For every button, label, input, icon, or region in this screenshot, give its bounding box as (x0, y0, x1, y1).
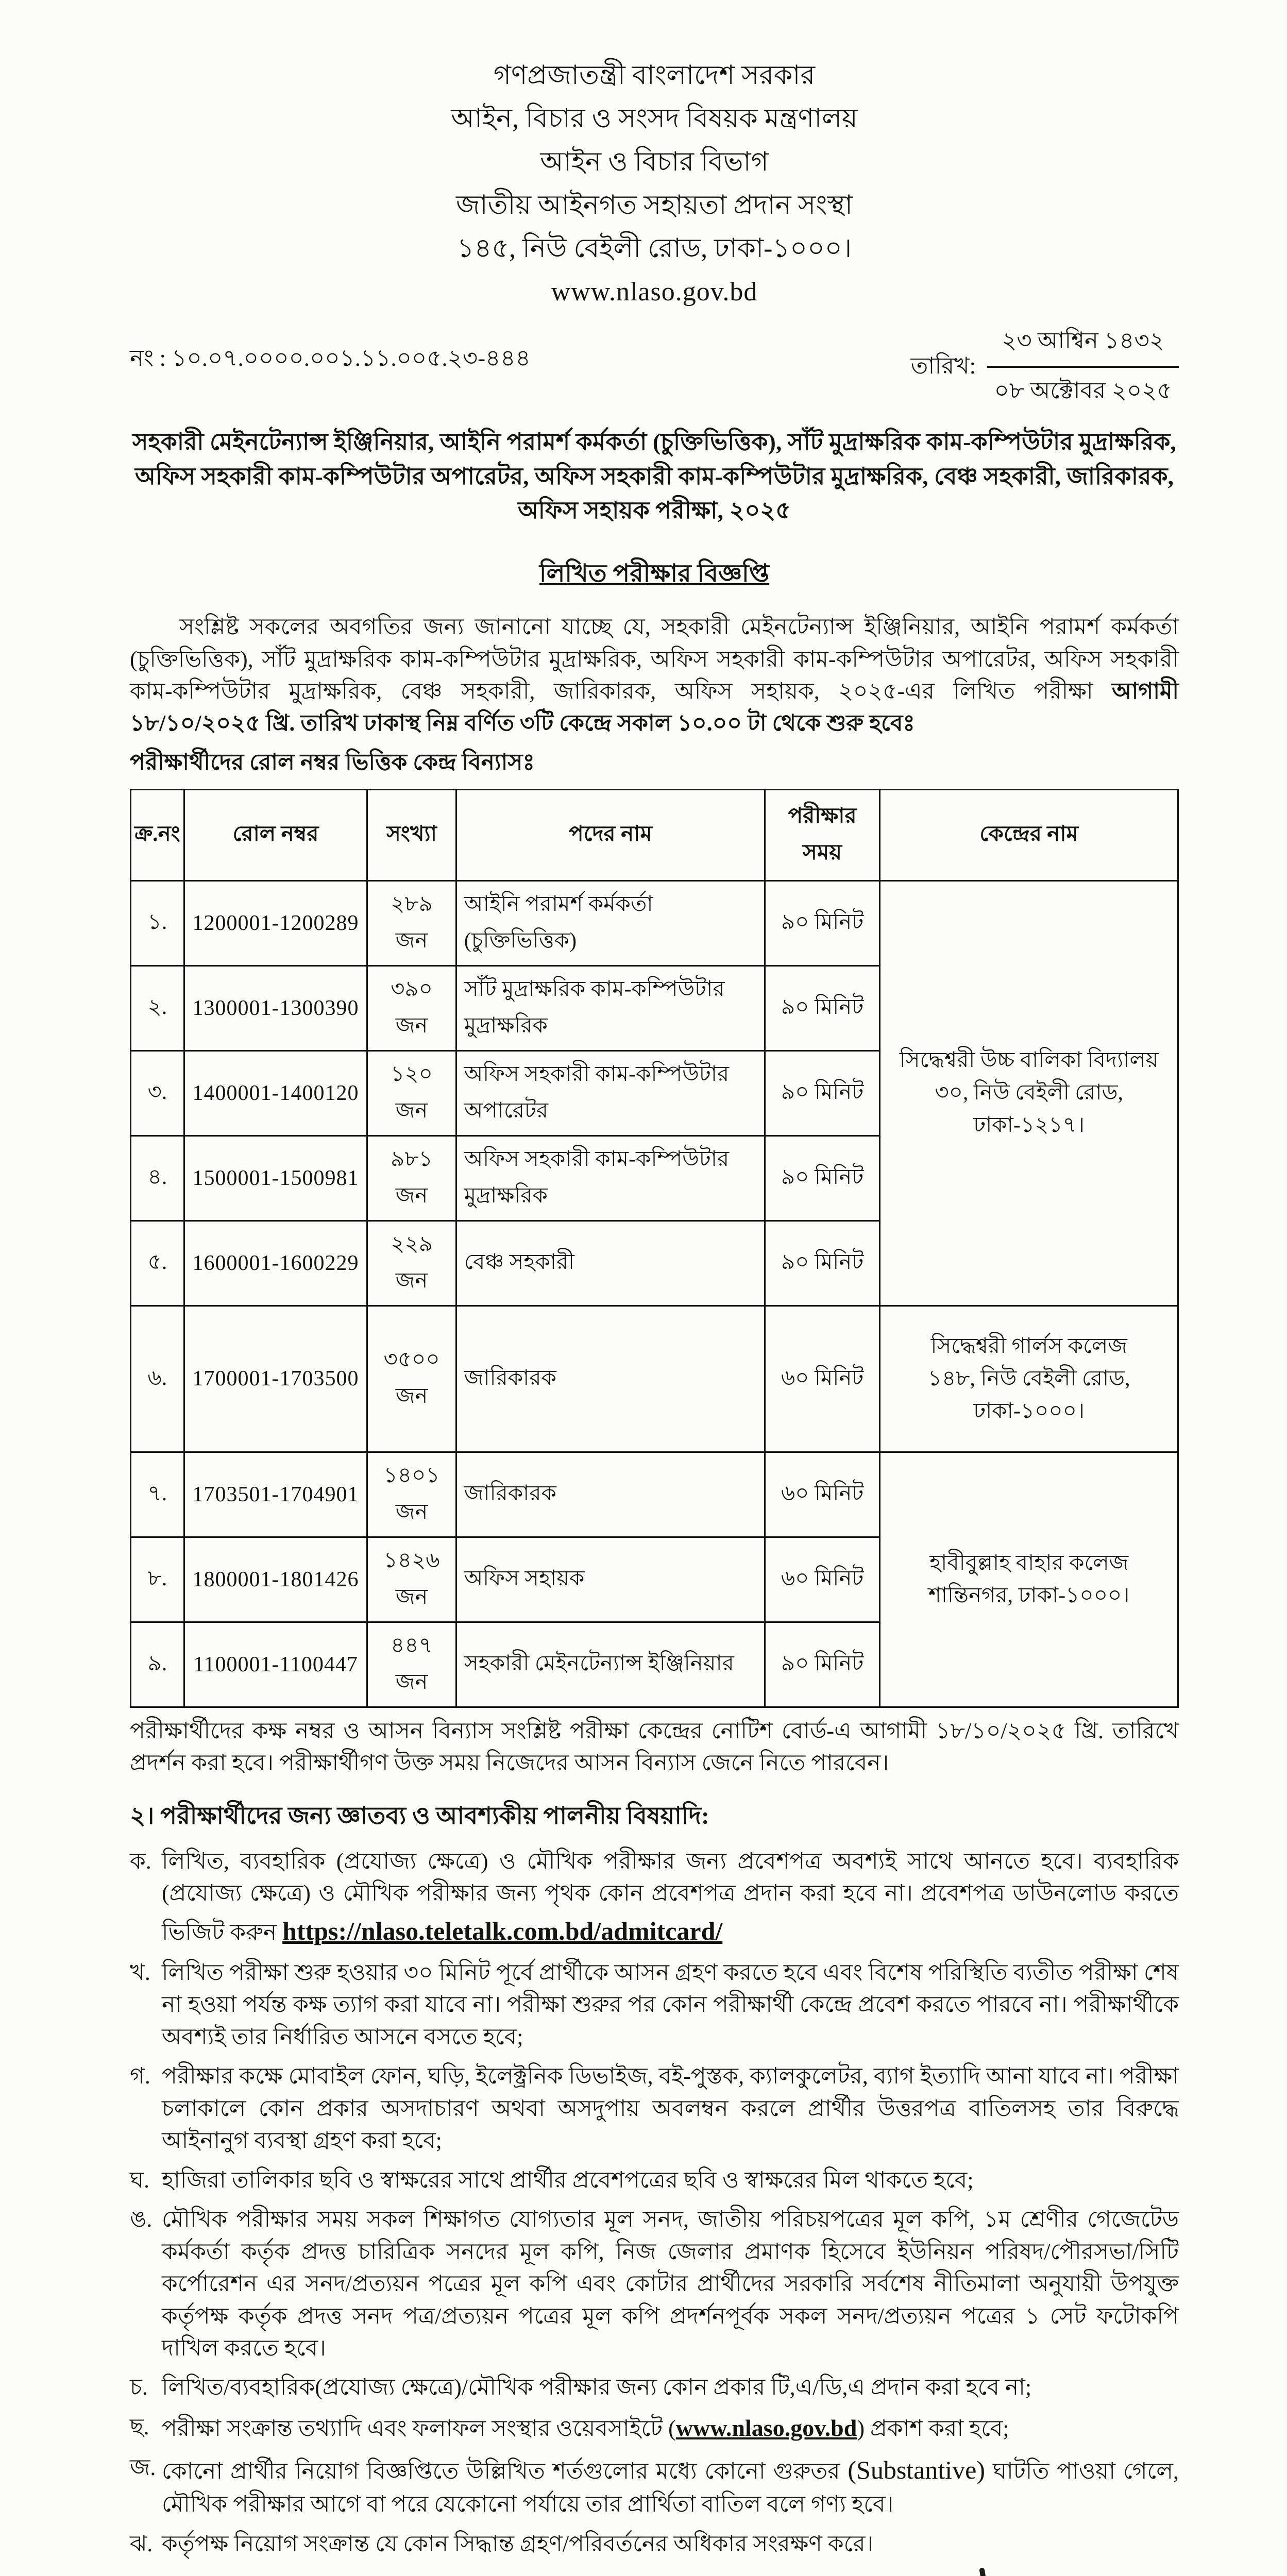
page-title: সহকারী মেইনটেন্যান্স ইঞ্জিনিয়ার, আইনি পরামর্শ কর্মকর্তা (চুক্তিভিত্তিক), সাঁট মুদ্রাক্ষরিক কাম-কম্পিউটার মুদ্রাক্ষরিক, অফিস সহকারী কাম-কম্পিউটার অপারেটর, অফিস সহকারী কাম-কম্পিউটার মুদ্রাক্ষরিক, বেঞ্চ সহকারী, জারিকারক, অফিস সহায়ক পরীক্ষা, ২০২৫ (132, 429, 1176, 524)
intro-bold-exam-date: আগামী ১৮/১০/২০২৫ খ্রি. তারিখ ঢাকাস্থ নিম্ন বর্ণিত ৩টি কেন্দ্রে সকাল ১০.০০ টা থেকে শুরু হবেঃ (130, 679, 1179, 736)
col-header-post: পদের নাম (456, 789, 765, 880)
memo-date (911, 323, 1179, 412)
cell-duration: ৬০ মিনিট (765, 1306, 879, 1452)
org-line-division: আইন ও বিচার বিভাগ (540, 147, 769, 177)
note-label: ঘ. (130, 2167, 150, 2193)
note-label: গ. (130, 2063, 150, 2089)
note-label: জ. (130, 2455, 156, 2481)
date-bangla: ২৩ আশ্বিন ১৪৩২ (987, 323, 1179, 368)
note-text: কর্তৃপক্ষ নিয়োগ সংক্রান্ত যে কোন সিদ্ধান্ত গ্রহণ/পরিবর্তনের অধিকার সংরক্ষণ করে। (162, 2531, 874, 2556)
org-line-agency: জাতীয় আইনগত সহায়তা প্রদান সংস্থা (456, 191, 853, 220)
signature-block (767, 2567, 1158, 2576)
cell-count: ১৪২৬ জন (367, 1537, 456, 1622)
cell-roll: 1500001-1500981 (184, 1136, 367, 1221)
cell-post: আইনি পরামর্শ কর্মকর্তা (চুক্তিভিত্তিক) (456, 880, 765, 965)
note-text-after: ) প্রকাশ করা হবে; (857, 2415, 1009, 2441)
memo-number: নং : ১০.০৭.০০০০.০০১.১১.০০৫.২৩-৪৪৪ (130, 345, 531, 371)
cell-serial: ৮. (131, 1537, 184, 1622)
org-line-government: গণপ্রজাতন্ত্রী বাংলাদেশ সরকার (493, 61, 816, 90)
date-gregorian: ০৮ অক্টোবর ২০২৫ (994, 378, 1172, 403)
table-row (131, 880, 1178, 965)
results-website-link[interactable]: www.nlaso.gov.bd (675, 2414, 857, 2441)
cell-roll: 1703501-1704901 (184, 1452, 367, 1537)
note-text: মৌখিক পরীক্ষার সময় সকল শিক্ষাগত যোগ্যতার মূল সনদ, জাতীয় পরিচয়পত্রের মূল কপি, ১ম শ্রেণীর গেজেটেড কর্মকর্তা কর্তৃক প্রদত্ত চারিত্রিক সনদের মূল কপি, নিজ জেলার প্রমাণক হিসেবে ইউনিয়ন পরিষদ/পৌরসভা/সিটি কর্পোরেশন এর সনদ/প্রত্যয়ন পত্রের মূল কপি এবং কোটার প্রার্থীদের সরকারি সর্বশেষ নীতিমালা অনুযায়ী উপযুক্ত কর্তৃপক্ষ কর্তৃক প্রদত্ত সনদ পত্র/প্রত্যয়ন পত্রের মূল কপি প্রদর্শনপূর্বক সকল সনদ/প্রত্যয়ন পত্রের ১ সেট ফটোকপি দাখিল করতে হবে। (162, 2207, 1179, 2361)
note-text: হাজিরা তালিকার ছবি ও স্বাক্ষরের সাথে প্রার্থীর প্রবেশপত্রের ছবি ও স্বাক্ষরের মিল থাকতে হবে; (162, 2167, 974, 2193)
cell-count: ২৮৯ জন (367, 880, 456, 965)
note-label: চ. (130, 2375, 148, 2400)
cell-duration: ৯০ মিনিট (765, 1050, 879, 1136)
seat-plan-paragraph: পরীক্ষার্থীদের কক্ষ নম্বর ও আসন বিন্যাস সংশ্লিষ্ট পরীক্ষা কেন্দ্রের নোটিশ বোর্ড-এ আগামী ১৮/১০/২০২৫ খ্রি. তারিখে প্রদর্শন করা হবে। পরীক্ষার্থীগণ উক্ত সময় নিজেদের আসন বিন্যাস জেনে নিতে পারবেন। (130, 1718, 1179, 1776)
intro-paragraph (130, 611, 1179, 740)
col-header-roll: রোল নম্বর (184, 789, 367, 880)
exam-centers-table (130, 789, 1179, 1708)
note-item-cha (130, 2371, 1179, 2403)
substantive-term: (Substantive) (848, 2455, 985, 2485)
org-website-link[interactable]: www.nlaso.gov.bd (551, 277, 758, 307)
note-text-after: ঘাটতি পাওয়া গেলে, মৌখিক পরীক্ষার আগে বা পরে যেকোনো পর্যায়ে তার প্রার্থিতা বাতিল বলে গণ্য হবে। (162, 2459, 1179, 2517)
cell-count: ৪৪৭ জন (367, 1622, 456, 1707)
col-header-center: কেন্দ্রের নাম (880, 789, 1178, 880)
cell-count: ১২০ জন (367, 1050, 456, 1136)
cell-duration: ৯০ মিনিট (765, 1136, 879, 1221)
cell-roll: 1800001-1801426 (184, 1537, 367, 1622)
notice-subtitle: লিখিত পরীক্ষার বিজ্ঞপ্তি (539, 560, 770, 588)
cell-duration: ৯০ মিনিট (765, 1622, 879, 1707)
center-address: শান্তিনগর, ঢাকা-১০০০। (928, 1583, 1130, 1607)
cell-count: ১৪০১ জন (367, 1452, 456, 1537)
cell-roll: 1400001-1400120 (184, 1050, 367, 1136)
signature-art (767, 2567, 1158, 2576)
note-text-before: কোনো প্রার্থীর নিয়োগ বিজ্ঞপ্তিতে উল্লিখিত শর্তগুলোর মধ্যে কোনো গুরুতর (162, 2459, 848, 2484)
note-text: পরীক্ষার কক্ষে মোবাইল ফোন, ঘড়ি, ইলেক্ট্রনিক ডিভাইজ, বই-পুস্তক, ক্যালকুলেটর, ব্যাগ ইত্যাদি আনা যাবে না। পরীক্ষা চলাকালে কোন প্রকার অসদাচারণ অথবা অসদুপায় অবলম্বন করলে প্রার্থীর উত্তরপত্র বাতিলসহ তার বিরুদ্ধে আইনানুগ ব্যবস্থা গ্রহণ করা হবে; (162, 2063, 1179, 2154)
note-item-ka (130, 1845, 1179, 1950)
cell-roll: 1700001-1703500 (184, 1306, 367, 1452)
cell-post: সহকারী মেইনটেন্যান্স ইঞ্জিনিয়ার (456, 1622, 765, 1707)
cell-count: ২২৯ জন (367, 1221, 456, 1306)
cell-post: অফিস সহকারী কাম-কম্পিউটার মুদ্রাক্ষরিক (456, 1136, 765, 1221)
date-stack (987, 323, 1179, 412)
cell-duration: ৬০ মিনিট (765, 1452, 879, 1537)
cell-post: জারিকারক (456, 1452, 765, 1537)
col-header-count: সংখ্যা (367, 789, 456, 880)
cell-serial: ৪. (131, 1136, 184, 1221)
cell-count: ৩৯০ জন (367, 965, 456, 1050)
note-label: ঝ. (130, 2531, 153, 2556)
cell-serial: ২. (131, 965, 184, 1050)
cell-post: বেঞ্চ সহকারী (456, 1221, 765, 1306)
note-text-body: লিখিত, ব্যবহারিক (প্রযোজ্য ক্ষেত্রে) ও মৌখিক পরীক্ষার জন্য প্রবেশপত্র অবশ্যই সাথে আনতে হবে। ব্যবহারিক (প্রযোজ্য ক্ষেত্রে) ও মৌখিক পরীক্ষার জন্য পৃথক কোন প্রবেশপত্র প্রদান করা হবে না। প্রবেশপত্র ডাউনলোড করতে ভিজিট করুন (162, 1848, 1179, 1945)
note-text: লিখিত পরীক্ষা শুরু হওয়ার ৩০ মিনিট পূর্বে প্রার্থীকে আসন গ্রহণ করতে হবে এবং বিশেষ পরিস্থিতি ব্যতীত পরীক্ষা শেষ না হওয়া পর্যন্ত কক্ষ ত্যাগ করা যাবে না। পরীক্ষা শুরুর পর কোন পরীক্ষার্থী কেন্দ্রে প্রবেশ করতে পারবে না। পরীক্ষার্থীকে অবশ্যই তার নির্ধারিত আসনে বসতে হবে; (162, 1959, 1179, 2049)
cell-serial: ১. (131, 880, 184, 965)
col-header-duration: পরীক্ষার সময় (765, 789, 879, 880)
note-label: ছ. (130, 2414, 149, 2439)
cell-duration: ৯০ মিনিট (765, 880, 879, 965)
cell-serial: ৫. (131, 1221, 184, 1306)
cell-post: সাঁট মুদ্রাক্ষরিক কাম-কম্পিউটার মুদ্রাক্ষরিক (456, 965, 765, 1050)
intro-lead: সংশ্লিষ্ট সকলের অবগতির জন্য জানানো যাচ্ছে যে, সহকারী মেইনটেন্যান্স ইঞ্জিনিয়ার, আইনি পরামর্শ কর্মকর্তা (চুক্তিভিত্তিক), সাঁট মুদ্রাক্ষরিক কাম-কম্পিউটার মুদ্রাক্ষরিক, অফিস সহকারী কাম-কম্পিউটার অপারেটর, অফিস সহকারী কাম-কম্পিউটার মুদ্রাক্ষরিক, বেঞ্চ সহকারী, জারিকারক, অফিস সহায়ক, ২০২৫-এর লিখিত পরীক্ষা (130, 614, 1179, 704)
note-item-chha (130, 2411, 1179, 2445)
note-text-before: পরীক্ষা সংক্রান্ত তথ্যাদি এবং ফলাফল সংস্থার ওয়েবসাইটে ( (162, 2415, 676, 2441)
note-item-ga (130, 2060, 1179, 2157)
cell-count: ৩৫০০ জন (367, 1306, 456, 1452)
center-name: হাবীবুল্লাহ বাহার কলেজ (929, 1551, 1129, 1575)
date-label: তারিখ: (910, 352, 976, 379)
memo-row (130, 323, 1179, 412)
note-text: লিখিত/ব্যবহারিক(প্রযোজ্য ক্ষেত্রে)/মৌখিক পরীক্ষার জন্য কোন প্রকার টি,এ/ডি,এ প্রদান করা হবে না; (162, 2375, 1032, 2400)
col-header-serial: ক্র.নং (131, 789, 184, 880)
note-item-uma (130, 2204, 1179, 2364)
table-row (131, 1452, 1178, 1537)
note-label: খ. (130, 1959, 150, 1985)
cell-roll: 1100001-1100447 (184, 1622, 367, 1707)
cell-center-1 (880, 880, 1178, 1306)
note-text (162, 2411, 1179, 2445)
center-name: সিদ্ধেশ্বরী উচ্চ বালিকা বিদ্যালয় (899, 1048, 1159, 1073)
note-item-gha (130, 2164, 1179, 2196)
cell-serial: ৬. (131, 1306, 184, 1452)
note-text (162, 2452, 1179, 2520)
cell-post: অফিস সহকারী কাম-কম্পিউটার অপারেটর (456, 1050, 765, 1136)
cell-roll: 1300001-1300390 (184, 965, 367, 1050)
table-caption: পরীক্ষার্থীদের রোল নম্বর ভিত্তিক কেন্দ্র বিন্যাসঃ (130, 749, 535, 775)
cell-serial: ৭. (131, 1452, 184, 1537)
cell-roll: 1600001-1600229 (184, 1221, 367, 1306)
center-address: ৩০, নিউ বেইলী রোড, ঢাকা-১২১৭। (935, 1081, 1124, 1138)
org-line-address: ১৪৫, নিউ বেইলী রোড, ঢাকা-১০০০। (456, 234, 852, 263)
center-address: ১৪৮, নিউ বেইলী রোড, ঢাকা-১০০০। (927, 1366, 1130, 1423)
cell-serial: ৩. (131, 1050, 184, 1136)
cell-duration: ৯০ মিনিট (765, 1221, 879, 1306)
org-line-ministry: আইন, বিচার ও সংসদ বিষয়ক মন্ত্রণালয় (451, 104, 858, 133)
note-label: ক. (130, 1848, 151, 1874)
letterhead (130, 54, 1179, 314)
cell-count: ৯৮১ জন (367, 1136, 456, 1221)
cell-duration: ৯০ মিনিট (765, 965, 879, 1050)
cell-roll: 1200001-1200289 (184, 880, 367, 965)
signature-image (798, 2567, 1127, 2576)
admit-card-link[interactable]: https://nlaso.teletalk.com.bd/admitcard/ (282, 1916, 723, 1945)
center-name: সিদ্ধেশ্বরী গার্লস কলেজ (930, 1334, 1127, 1358)
note-item-kha (130, 1957, 1179, 2053)
note-label: ঙ. (130, 2207, 153, 2232)
note-item-jha (130, 2528, 1179, 2560)
cell-post: অফিস সহায়ক (456, 1537, 765, 1622)
cell-center-2 (880, 1306, 1178, 1452)
table-header-row (131, 789, 1178, 880)
note-item-ja (130, 2452, 1179, 2520)
cell-duration: ৬০ মিনিট (765, 1537, 879, 1622)
cell-center-3 (880, 1452, 1178, 1707)
table-row (131, 1306, 1178, 1452)
section2-heading: ২। পরীক্ষার্থীদের জন্য জ্ঞাতব্য ও আবশ্যকীয় পালনীয় বিষয়াদি: (130, 1802, 709, 1829)
cell-serial: ৯. (131, 1622, 184, 1707)
cell-post: জারিকারক (456, 1306, 765, 1452)
note-text (162, 1845, 1179, 1950)
